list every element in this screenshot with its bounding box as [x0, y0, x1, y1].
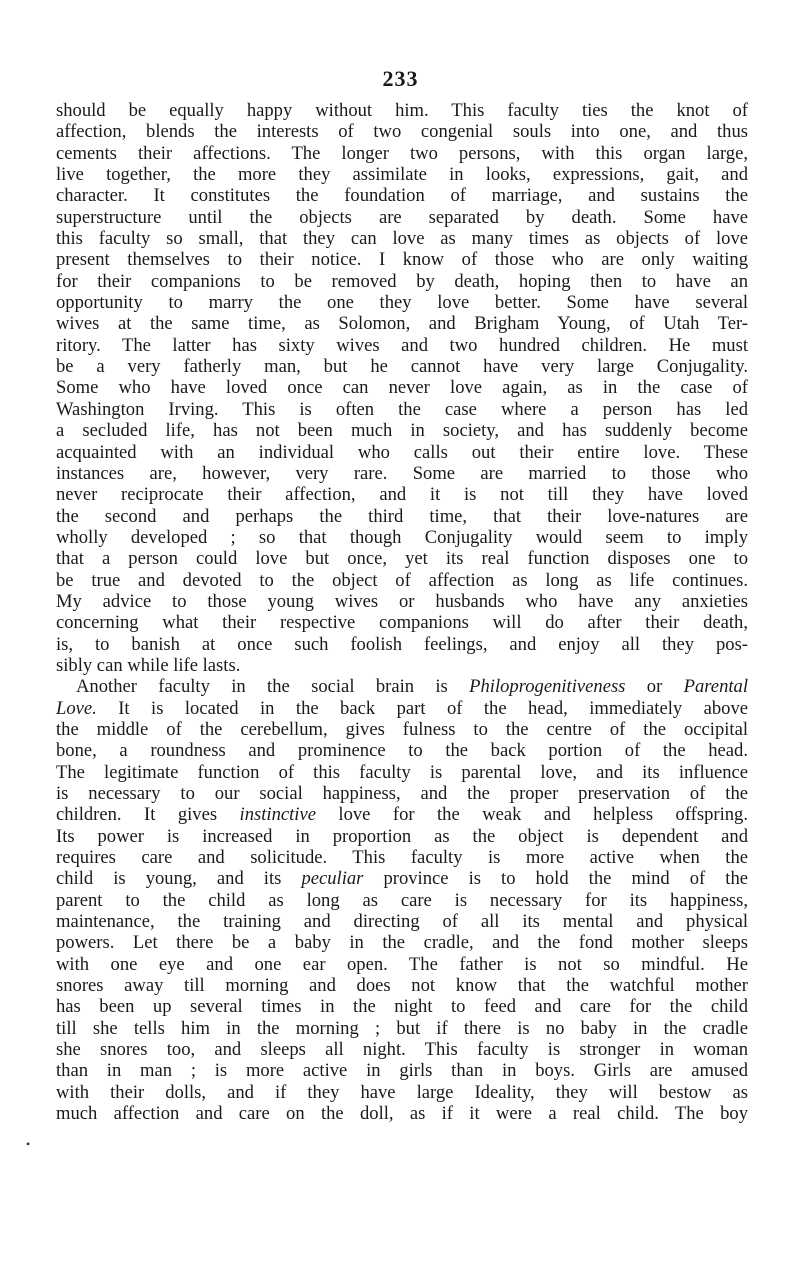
text-line: affection, blends the interests of two congenial souls into one, and thus [56, 121, 748, 143]
text-line: requires care and solicitude. This faculty is more active when the [56, 847, 748, 869]
text-line: cements their affections. The longer two persons, with this organ large, [56, 142, 748, 164]
text-line: Its power is increased in proportion as the object is dependent and [56, 825, 748, 847]
italic-term: Love. [56, 697, 97, 719]
text-line [56, 676, 748, 697]
text-line: with one eye and one ear open. The father is not so mindful. He [56, 953, 748, 975]
text-line: sibly can while life lasts. [56, 654, 241, 676]
text-line: should be equally happy without him. This faculty ties the knot of [56, 100, 748, 121]
text-run: love for the weak and helpless offspring. [315, 804, 749, 826]
text-line: powers. Let there be a baby in the cradle, and the fond mother sleeps [56, 932, 748, 954]
text-line: present themselves to their notice. I know of those who are only waiting [56, 249, 748, 271]
text-line: maintenance, the training and directing of all its mental and physical [56, 911, 748, 933]
text-line: till she tells him in the morning ; but if there is no baby in the cradle [56, 1017, 748, 1039]
page-number: 233 [382, 66, 419, 91]
text-line: bone, a roundness and prominence to the back portion of the head. [56, 740, 748, 762]
text-line: parent to the child as long as care is necessary for its happiness, [56, 889, 748, 911]
text-run: children. It gives [56, 804, 240, 826]
text-line: for their companions to be removed by death, hoping then to have an [56, 270, 748, 292]
text-line: My advice to those young wives or husbands who have any anxieties [56, 590, 748, 612]
text-line: be true and devoted to the object of affection as long as life continues. [56, 569, 748, 591]
text-line: instances are, however, very rare. Some are married to those who [56, 462, 748, 484]
text-line: Washington Irving. This is often the case where a person has led [56, 398, 748, 420]
text-line: the second and perhaps the third time, that their love-natures are [56, 505, 748, 527]
text-line: is, to banish at once such foolish feelings, and enjoy all they pos- [56, 633, 748, 655]
italic-term: Philoprogenitiveness [469, 676, 626, 698]
text-line: than in man ; is more active in girls than in boys. Girls are amused [56, 1060, 748, 1082]
text-line: a secluded life, has not been much in society, and has suddenly become [56, 420, 748, 442]
margin-mark: • [26, 1137, 31, 1151]
paragraph-1 [56, 100, 748, 676]
italic-term: peculiar [301, 868, 364, 890]
text-line: live together, the more they assimilate in looks, expressions, gait, and [56, 164, 748, 186]
text-run: It is located in the back part of the head, immediately above [96, 697, 748, 719]
text-line: much affection and care on the doll, as if it were a real child. The boy [56, 1103, 748, 1125]
text-line: wholly developed ; so that though Conjugality would seem to imply [56, 526, 748, 548]
paragraph-2 [56, 676, 748, 1124]
text-line: never reciprocate their affection, and it is not till they have loved [56, 484, 748, 506]
text-line: this faculty so small, that they can love as many times as objects of love [56, 228, 748, 250]
text-line: concerning what their respective companions will do after their death, [56, 612, 748, 634]
text-line: acquainted with an individual who calls out their entire love. These [56, 441, 748, 463]
text-line [56, 868, 748, 889]
text-run: child is young, and its [56, 868, 302, 890]
text-line: be a very fatherly man, but he cannot have very large Conjugality. [56, 356, 748, 378]
text-line: character. It constitutes the foundation of marriage, and sustains the [56, 185, 748, 207]
italic-term: Parental [683, 676, 748, 698]
text-line [56, 804, 748, 825]
text-line [56, 698, 748, 719]
text-run: or [625, 676, 684, 698]
body-text [56, 100, 748, 1125]
text-line: superstructure until the objects are separated by death. Some have [56, 206, 748, 228]
text-line: she snores too, and sleeps all night. This faculty is stronger in woman [56, 1039, 748, 1061]
text-line: has been up several times in the night to feed and care for the child [56, 996, 748, 1018]
text-line: with their dolls, and if they have large Ideality, they will bestow as [56, 1081, 748, 1103]
text-line: Some who have loved once can never love again, as in the case of [56, 377, 748, 399]
text-line: that a person could love but once, yet its real function disposes one to [56, 548, 748, 570]
text-run: province is to hold the mind of the [363, 868, 748, 890]
text-line: is necessary to our social happiness, and the proper preservation of the [56, 783, 748, 804]
text-line: snores away till morning and does not know that the watchful mother [56, 975, 748, 997]
text-line: The legitimate function of this faculty is parental love, and its influence [56, 761, 748, 783]
text-line: the middle of the cerebellum, gives fulness to the centre of the occipital [56, 718, 748, 740]
text-line: opportunity to marry the one they love better. Some have several [56, 292, 748, 314]
italic-term: instinctive [239, 804, 316, 826]
text-line: wives at the same time, as Solomon, and Brigham Young, of Utah Ter- [56, 313, 748, 335]
text-line: ritory. The latter has sixty wives and two hundred children. He must [56, 334, 748, 356]
text-run: Another faculty in the social brain is [76, 676, 470, 698]
